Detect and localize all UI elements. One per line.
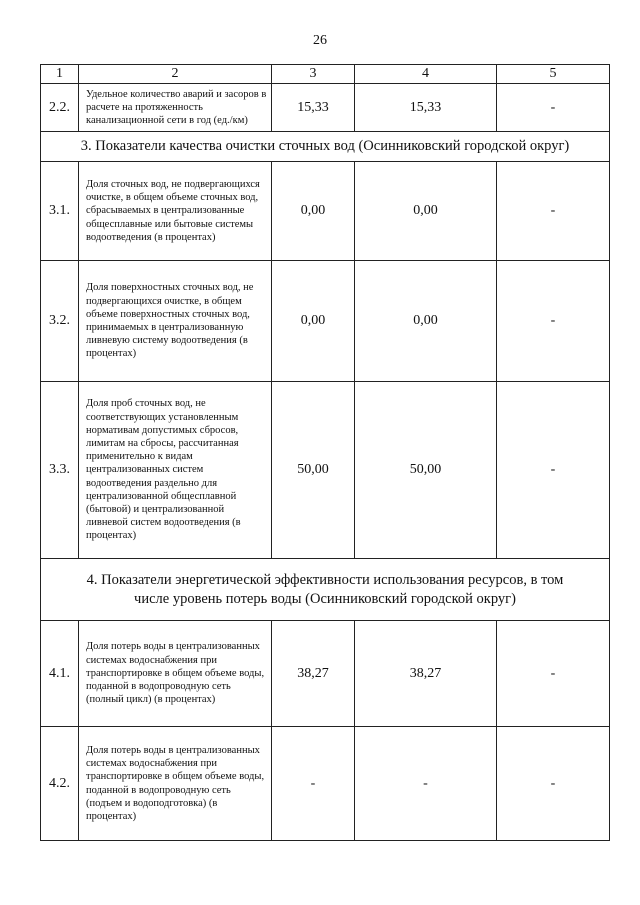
value-col-3: -	[272, 727, 355, 841]
header-col-3: 3	[272, 65, 355, 84]
section-4-title-line-2: числе уровень потерь воды (Осинниковский городской округ)	[134, 590, 516, 607]
section-4-header	[41, 559, 610, 621]
value-col-5: -	[497, 382, 610, 559]
table-row	[41, 261, 610, 382]
table-row	[41, 621, 610, 727]
value-col-3: 50,00	[272, 382, 355, 559]
row-number: 3.1.	[41, 162, 79, 261]
header-col-4: 4	[355, 65, 497, 84]
header-col-2: 2	[79, 65, 272, 84]
table-header-row	[41, 65, 610, 84]
value-col-5: -	[497, 727, 610, 841]
value-col-5: -	[497, 261, 610, 382]
value-col-4: 50,00	[355, 382, 497, 559]
row-number: 3.3.	[41, 382, 79, 559]
table-row	[41, 382, 610, 559]
section-3-header	[41, 132, 610, 162]
value-col-4: 0,00	[355, 162, 497, 261]
value-col-5: -	[497, 621, 610, 727]
value-col-5: -	[497, 162, 610, 261]
row-number: 2.2.	[41, 84, 79, 132]
value-col-3: 38,27	[272, 621, 355, 727]
value-col-3: 0,00	[272, 261, 355, 382]
section-4-title	[41, 559, 610, 621]
section-3-title: 3. Показатели качества очистки сточных вод (Осинниковский городской округ)	[41, 132, 610, 162]
header-col-1: 1	[41, 65, 79, 84]
indicators-table	[40, 64, 610, 841]
row-number: 4.1.	[41, 621, 79, 727]
value-col-3: 0,00	[272, 162, 355, 261]
section-4-title-line-1: 4. Показатели энергетической эффективности использования ресурсов, в том	[86, 571, 564, 588]
value-col-4: -	[355, 727, 497, 841]
indicator-name: Доля поверхностных сточных вод, не подвергающихся очистке, в общем объеме поверхностных сточных вод, принимаемых в централизованную ливневую систему водоотведения (в процентах)	[79, 261, 272, 382]
indicator-name: Доля проб сточных вод, не соответствующих установленным нормативам допустимых сбросов, лимитам на сбросы, рассчитанная применительно к видам централизованных систем водоотведения раздельно для централизованной общесплавной (бытовой) и централизованной ливневой систем водоотведения (в процентах)	[79, 382, 272, 559]
table-row	[41, 162, 610, 261]
value-col-5: -	[497, 84, 610, 132]
page-number: 26	[313, 33, 327, 48]
header-col-5: 5	[497, 65, 610, 84]
value-col-4: 0,00	[355, 261, 497, 382]
row-number: 4.2.	[41, 727, 79, 841]
table-row	[41, 727, 610, 841]
indicator-name: Доля сточных вод, не подвергающихся очистке, в общем объеме сточных вод, сбрасываемых в централизованные общесплавные или бытовые системы водоотведения (в процентах)	[79, 162, 272, 261]
row-number: 3.2.	[41, 261, 79, 382]
indicator-name: Доля потерь воды в централизованных системах водоснабжения при транспортировке в общем объеме воды, поданной в водопроводную сеть (подъем и водоподготовка) (в процентах)	[79, 727, 272, 841]
value-col-4: 38,27	[355, 621, 497, 727]
value-col-3: 15,33	[272, 84, 355, 132]
indicator-name: Доля потерь воды в централизованных системах водоснабжения при транспортировке в общем объеме воды, поданной в водопроводную сеть (полный цикл) (в процентах)	[79, 621, 272, 727]
indicator-name: Удельное количество аварий и засоров в расчете на протяженность канализационной сети в год (ед./км)	[79, 84, 272, 132]
value-col-4: 15,33	[355, 84, 497, 132]
table-row	[41, 84, 610, 132]
